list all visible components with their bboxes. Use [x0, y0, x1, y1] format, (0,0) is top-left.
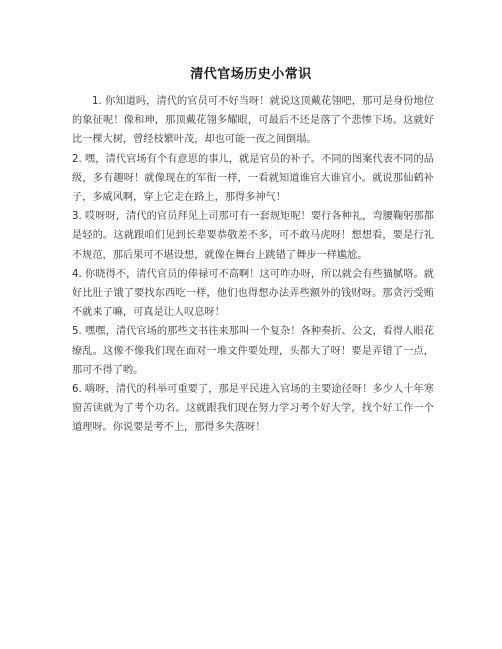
paragraph-5: 5. 嘿嘿，清代官场的那些文书往来那叫一个复杂！各种奏折、公文，看得人眼花缭乱。这像不像我们现在面对一堆文件要处理，头都大了呀！要是弄错了一点，那可不得了哟。 — [72, 326, 434, 376]
paragraph-4: 4. 你晓得不，清代官员的俸禄可不高啊！这可咋办呀，所以就会有些猫腻咯。就好比肚子饿了要找东西吃一样，他们也得想办法弄些额外的钱财呀。那贪污受贿不就来了嘛，可真是让人叹息呀！ — [72, 268, 434, 319]
paragraph-6: 6. 嗨呀，清代的科举可重要了，那是平民进入官场的主要途径呀！多少人十年寒窗苦读就为了考个功名。这就跟我们现在努力学习考个好大学，找个好工作一个道理呀。你说要是考不上，那得多失落呀！ — [72, 384, 434, 434]
document-body — [72, 92, 434, 438]
document-title: 清代官场历史小常识 — [190, 67, 312, 82]
paragraph-3: 3. 哎呀呀，清代的官员拜见上司那可有一套规矩呢！要行各种礼，弯腰鞠躬那都是轻的。这就跟咱们见到长辈要恭敬差不多，可不敢马虎呀！想想看，要是行礼不规范，那后果可不堪设想，就像在舞台上跳错了舞步一样尴尬。 — [72, 211, 434, 261]
paragraph-1: 1. 你知道吗，清代的官员可不好当呀！就说这顶戴花翎吧，那可是身份地位的象征呢！像和珅，那顶戴花翎多耀眼，可最后不还是落了个悲惨下场。这就好比一棵大树，曾经枝繁叶茂，却也可能一夜之间倒塌。 — [72, 96, 434, 146]
paragraph-2: 2. 嘿，清代官场有个有意思的事儿，就是官员的补子。不同的图案代表不同的品级，多有趣呀！就像现在的军衔一样，一看就知道谁官大谁官小。就说那仙鹤补子，多威风啊，穿上它走在路上，那得多神气！ — [72, 153, 434, 204]
